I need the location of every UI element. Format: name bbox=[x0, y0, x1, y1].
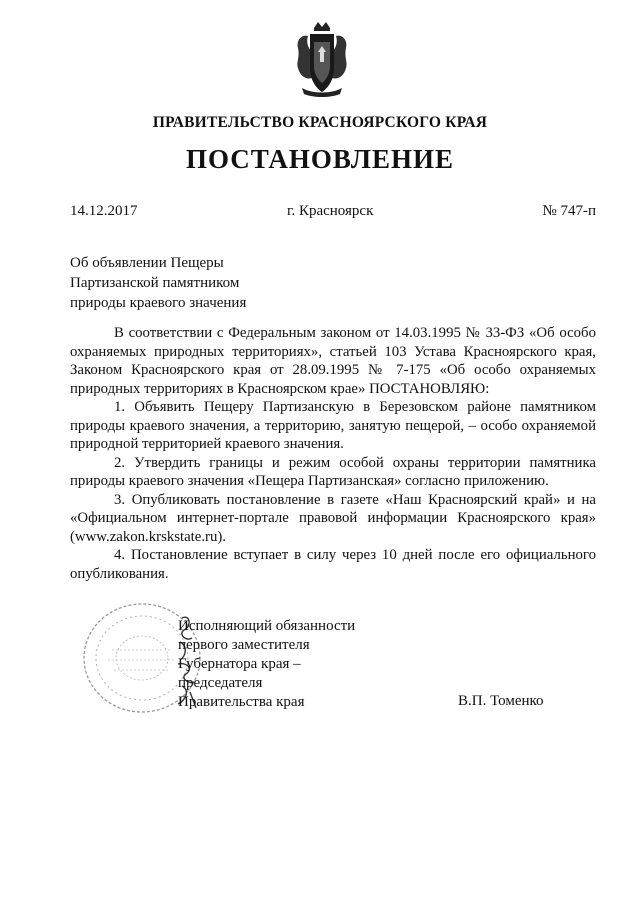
document-city: г. Красноярск bbox=[287, 203, 374, 219]
coat-of-arms-icon bbox=[292, 18, 352, 100]
signatory-title-line: председателя bbox=[178, 675, 263, 691]
signatory-title-line: Правительства края bbox=[178, 694, 305, 710]
document-number: № 747-п bbox=[542, 203, 596, 219]
signatory-title bbox=[178, 617, 355, 712]
clause-paragraph: 4. Постановление вступает в силу через 10 дней после его официального опубликования. bbox=[70, 547, 596, 582]
signatory-title-line: Исполняющий обязанности bbox=[178, 618, 356, 634]
subject-line: Партизанской памятником bbox=[70, 275, 240, 291]
clause-paragraph: 1. Объявить Пещеру Партизанскую в Березовском районе памятником природы краевого значения, а территорию, занятую пещерой, – особо охраняемой природной территорией краевого значения. bbox=[70, 399, 596, 452]
document-date: 14.12.2017 bbox=[70, 203, 138, 219]
signatory-title-line: Губернатора края – bbox=[178, 656, 301, 672]
issuing-authority: ПРАВИТЕЛЬСТВО КРАСНОЯРСКОГО КРАЯ bbox=[152, 114, 488, 131]
preamble-paragraph: В соответствии с Федеральным законом от 14.03.1995 № 33-ФЗ «Об особо охраняемых природных территориях», статьей 103 Устава Красноярского края, Законом Красноярского края от 28.09.1995 № 7-175 «Об особо охраняемых природных территориях в Красноярском крае» ПОСТАНОВЛЯЮ: bbox=[70, 325, 596, 397]
subject-line: Об объявлении Пещеры bbox=[70, 255, 224, 271]
clause-paragraph: 3. Опубликовать постановление в газете «Наш Красноярский край» и на «Официальном интернет-портале правовой информации Красноярского края» (www.zakon.krskstate.ru). bbox=[70, 491, 596, 545]
document-subject bbox=[70, 253, 246, 313]
subject-line: природы краевого значения bbox=[70, 295, 247, 311]
signatory-title-line: первого заместителя bbox=[178, 637, 310, 653]
document-type-title: ПОСТАНОВЛЕНИЕ bbox=[185, 144, 455, 174]
document-body bbox=[70, 324, 596, 583]
signatory-name: В.П. Томенко bbox=[458, 693, 544, 709]
clause-paragraph: 2. Утвердить границы и режим особой охраны территории памятника природы краевого значения «Пещера Партизанская» согласно приложению. bbox=[70, 454, 596, 489]
